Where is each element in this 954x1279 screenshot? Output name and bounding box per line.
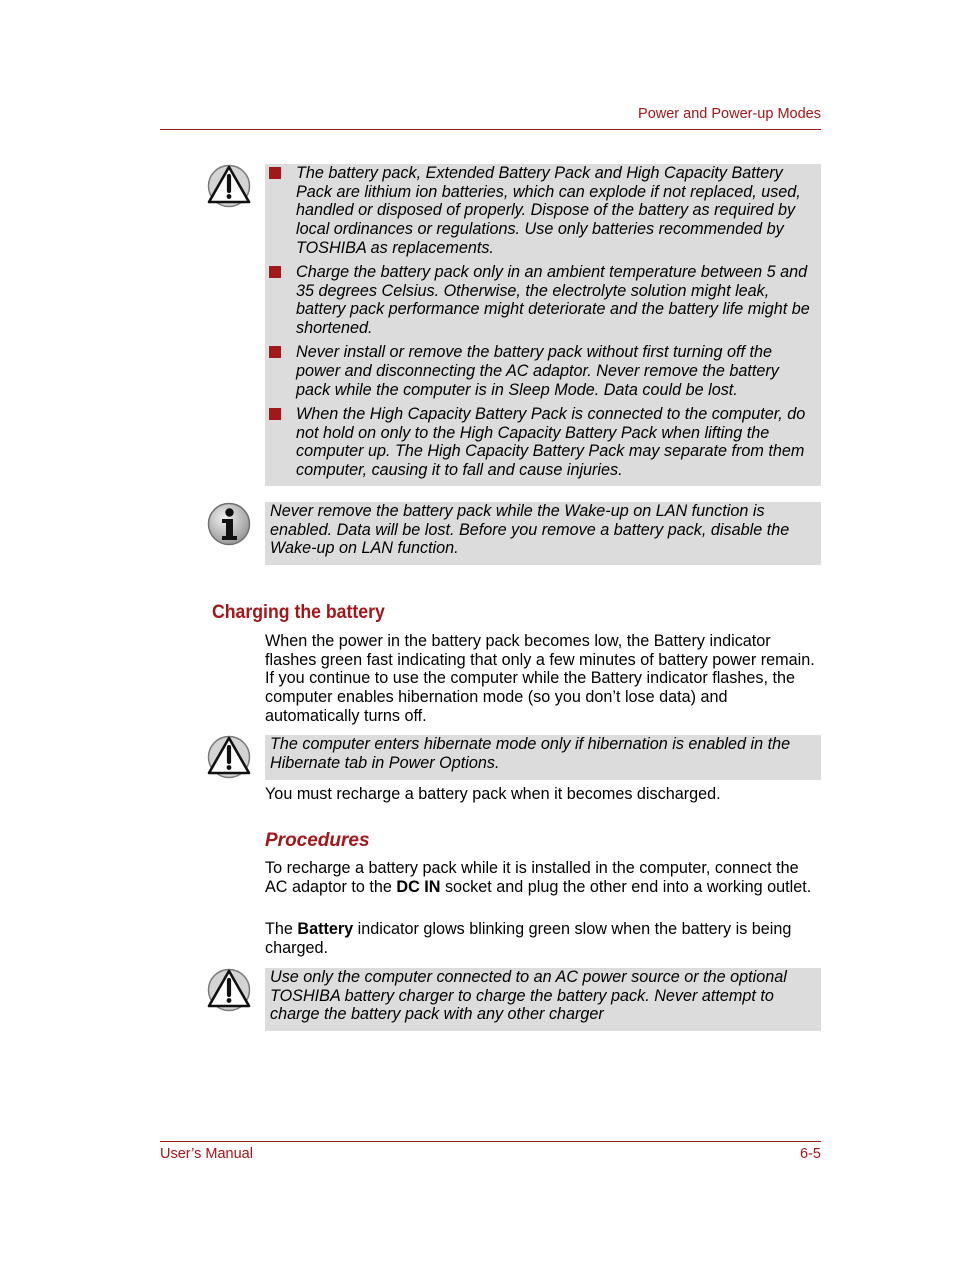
warning-triangle-icon (207, 735, 251, 779)
info-icon (207, 502, 251, 546)
section-heading: Charging the battery (212, 602, 385, 623)
square-bullet-icon (269, 266, 281, 278)
page-number: 6-5 (800, 1146, 821, 1162)
square-bullet-icon (269, 408, 281, 420)
warning-box-battery-safety (265, 164, 821, 486)
warning-triangle-icon (207, 968, 251, 1012)
subsection-heading: Procedures (265, 830, 370, 851)
warning-box-hibernate (265, 735, 821, 780)
warning-triangle-icon (207, 164, 251, 208)
header-rule (160, 129, 821, 130)
running-header: Power and Power-up Modes (638, 106, 821, 122)
warning-item: Charge the battery pack only in an ambient temperature between 5 and 35 degrees Celsius. Otherwise, the electrolyte solution might leak, battery pack performance might deteriorate and the battery life might be shortened. (296, 263, 815, 338)
info-note-box (265, 502, 821, 565)
battery-term: Battery (297, 920, 354, 938)
warning-text: The computer enters hibernate mode only if hibernation is enabled in the Hibernate tab in Power Options. (270, 735, 791, 772)
footer-manual-title: User’s Manual (160, 1146, 253, 1162)
square-bullet-icon (269, 167, 281, 179)
warning-item: Never install or remove the battery pack without first turning off the power and disconnecting the AC adaptor. Never remove the battery pack while the computer is in Sleep Mode. Data could be lost. (296, 343, 815, 399)
warning-item: When the High Capacity Battery Pack is connected to the computer, do not hold on only to the High Capacity Battery Pack when lifting the computer up. The High Capacity Battery Pack may separate from them computer, causing it to fall and cause injuries. (296, 405, 815, 480)
warning-box-charger (265, 968, 821, 1031)
procedure-paragraph-1: To recharge a battery pack while it is installed in the computer, connect the AC adaptor to the DC IN socket and plug the other end into a working outlet. (265, 859, 812, 896)
warning-text: Use only the computer connected to an AC power source or the optional TOSHIBA battery charger to charge the battery pack. Never attempt to charge the battery pack with any other charger (270, 968, 787, 1024)
procedure-paragraph-2: The Battery indicator glows blinking green slow when the battery is being charged. (265, 920, 792, 957)
recharge-paragraph: You must recharge a battery pack when it becomes discharged. (265, 785, 721, 803)
square-bullet-icon (269, 346, 281, 358)
intro-paragraph: When the power in the battery pack becomes low, the Battery indicator flashes green fast indicating that only a few minutes of battery power remain. If you continue to use the computer while the Battery indicator flashes, the computer enables hibernation mode (so you don’t lose data) and automatically turns off. (265, 632, 815, 725)
dc-in-term: DC IN (396, 877, 441, 896)
warning-item: The battery pack, Extended Battery Pack and High Capacity Battery Pack are lithium ion batteries, which can explode if not replaced, used, handled or disposed of properly. Dispose of the battery as required by local ordinances or regulations. Use only batteries recommended by TOSHIBA as replacements. (296, 164, 815, 258)
footer-rule (160, 1141, 821, 1142)
warning-list (265, 164, 821, 480)
info-note-text: Never remove the battery pack while the Wake-up on LAN function is enabled. Data will be lost. Before you remove a battery pack, disable the Wake-up on LAN function. (270, 502, 790, 558)
